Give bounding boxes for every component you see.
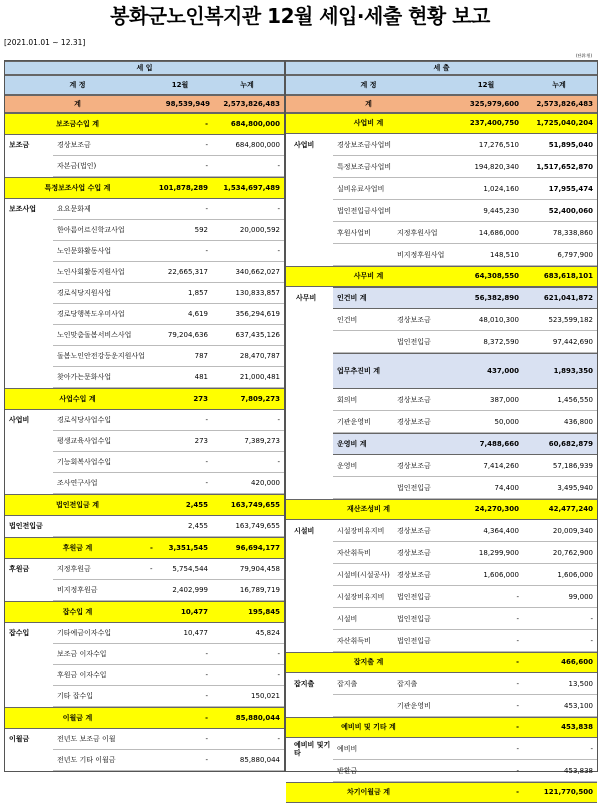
income-item-label: 기타예금이자수입 (57, 629, 112, 637)
expense-category-label: 인건비 계 (337, 294, 367, 302)
income-cum-value: 163,749,655 (235, 522, 280, 530)
expense-cum-value: - (590, 637, 593, 645)
income-negative-sign: - (150, 565, 153, 573)
expense-source-label: 경상보조금 (397, 418, 431, 426)
expense-cum-value: 60,682,879 (548, 440, 593, 448)
expense-cum-value: 57,186,939 (552, 462, 593, 470)
expense-cum-value: 1,456,550 (557, 396, 593, 404)
income-negative-sign: - (150, 544, 153, 552)
income-cum-value: - (277, 458, 280, 466)
income-item-label: 경상보조금 (57, 141, 91, 149)
income-month-value: - (205, 120, 208, 128)
income-item-label: 지정후원금 (57, 565, 91, 573)
income-item-label: 요요문화제 (57, 205, 91, 213)
expense-source-label: 경상보조금 (397, 527, 431, 535)
income-month-value: 22,665,317 (167, 268, 208, 276)
income-item-label: 노인사회활동지원사업 (57, 268, 125, 276)
income-group-label (9, 750, 55, 771)
expense-item-label: 인건비 (337, 316, 358, 324)
expense-cum-value: 3,495,940 (557, 484, 593, 492)
income-item-label: 경로당행복도우미사업 (57, 310, 125, 318)
expense-month-value: 24,270,300 (474, 505, 519, 513)
expense-cum-value: 453,838 (561, 723, 593, 731)
income-item-label: 경로식당사업수입 (57, 416, 112, 424)
income-subtotal-label: 법인전입금 계 (55, 501, 99, 509)
expense-group-label: 예비비 및기타 (294, 741, 331, 757)
income-cum-value: 20,000,592 (239, 226, 280, 234)
expense-month-value: - (516, 593, 519, 601)
income-item-label: 돌봄노인안전강등운지원사업 (57, 352, 145, 360)
income-month-value: 2,455 (185, 501, 208, 509)
income-col-item: 계 정 (69, 81, 86, 89)
expense-cum-value: 1,606,000 (557, 571, 593, 579)
expense-cum-value: 6,797,900 (557, 251, 593, 259)
expense-month-value: 64,308,550 (474, 272, 519, 280)
expense-subtotal-label: 차기이월금 계 (346, 788, 390, 796)
expense-item-label: 자산취득비 (337, 637, 371, 645)
income-group-label: 잡수입 (9, 629, 30, 637)
income-cum-value: 79,904,458 (239, 565, 280, 573)
expense-cum-value: 121,770,500 (543, 788, 593, 796)
income-cum-value: 1,534,697,489 (223, 184, 280, 192)
income-item-label: 기능회복사업수입 (57, 458, 112, 466)
income-item-label: 경로식당지원사업 (57, 289, 112, 297)
income-item-label: 평생교육사업수입 (57, 437, 112, 445)
expense-section-title: 세 출 (433, 64, 450, 72)
income-month-value: 787 (194, 352, 208, 360)
expense-source-label: 지정후원사업 (397, 229, 438, 237)
expense-group-label (294, 222, 334, 244)
expense-month-value: - (516, 680, 519, 688)
expense-source-label: 법인전입금 (397, 615, 431, 623)
income-total-month: 98,539,949 (165, 100, 210, 108)
expense-group-label (296, 353, 336, 389)
income-item-label: 자본금(법인) (57, 162, 97, 170)
income-col-cum: 누계 (240, 81, 254, 89)
expense-month-value: - (516, 658, 519, 666)
expense-group-label: 사무비 (296, 294, 317, 302)
expense-group-label (294, 542, 334, 564)
expense-cum-value: 683,618,101 (543, 272, 593, 280)
expense-cum-value: 78,338,860 (552, 229, 593, 237)
income-item-label: 조사연구사업 (57, 479, 98, 487)
expense-cum-value: 20,009,340 (552, 527, 593, 535)
expense-category-label: 업무추진비 계 (337, 367, 381, 375)
income-cum-value: - (277, 162, 280, 170)
income-cum-value: 21,000,481 (239, 373, 280, 381)
expense-source-label: 경상보조금 (397, 396, 431, 404)
expense-source-label: 비지정후원사업 (397, 251, 445, 259)
income-cum-value: 16,789,719 (239, 586, 280, 594)
expense-item-label: 운영비 (337, 462, 358, 470)
expense-source-label (397, 738, 453, 760)
income-cum-value: 28,470,787 (239, 352, 280, 360)
income-group-label (9, 452, 55, 473)
income-col-month: 12월 (171, 81, 189, 89)
expense-month-value: 1,024,160 (483, 185, 519, 193)
expense-cum-value: 453,838 (564, 767, 593, 775)
income-group-label (9, 156, 55, 177)
income-cum-value: 85,880,044 (235, 714, 280, 722)
income-month-value: 10,477 (180, 608, 208, 616)
income-group-label: 후원금 (9, 565, 30, 573)
income-group-label (9, 665, 55, 686)
income-total-label: 계 (74, 100, 81, 108)
expense-item-label: 예비비 (337, 745, 358, 753)
income-month-value: 79,204,636 (167, 331, 208, 339)
expense-month-value: 237,400,750 (469, 119, 519, 127)
income-group-label (9, 431, 55, 452)
income-month-value: - (205, 714, 208, 722)
expense-source-label: 법인전입금 (397, 484, 431, 492)
expense-cum-value: 17,955,474 (548, 185, 593, 193)
income-cum-value: - (277, 416, 280, 424)
expense-cum-value: 52,400,060 (548, 207, 593, 215)
income-subtotal-label: 보조금수입 계 (55, 120, 99, 128)
income-item-label: 노인맞춤돌봄서비스사업 (57, 331, 132, 339)
expense-month-value: - (516, 615, 519, 623)
income-cum-value: 195,845 (248, 608, 280, 616)
expense-month-value: 194,820,340 (474, 163, 519, 171)
expense-group-label (294, 389, 334, 411)
income-subtotal-label: 특정보조사업 수입 계 (44, 184, 111, 192)
expense-source-label: 경상보조금 (397, 462, 431, 470)
expense-source-label: 경상보조금 (397, 549, 431, 557)
income-month-value: 273 (194, 437, 208, 445)
expense-month-value: 18,299,900 (478, 549, 519, 557)
income-month-value: 101,878,289 (158, 184, 208, 192)
expense-cum-value: - (590, 745, 593, 753)
income-month-value: - (205, 479, 208, 487)
expense-month-value: 56,382,890 (474, 294, 519, 302)
income-group-label (9, 367, 55, 388)
expense-month-value: 48,010,300 (478, 316, 519, 324)
expense-item-label: 시설장비유지비 (337, 527, 385, 535)
income-month-value: 5,754,544 (172, 565, 208, 573)
income-item-label: 전년도 보조금 이월 (57, 735, 116, 743)
income-item-label: 찾아가는문화사업 (57, 373, 112, 381)
expense-item-label: 시설비(시설공사) (337, 571, 390, 579)
expense-item-label: 잡지출 (337, 680, 358, 688)
expense-group-label (294, 411, 334, 433)
expense-item-label: 실비유료사업비 (337, 185, 385, 193)
expense-cum-value: 13,500 (568, 680, 593, 688)
expense-source-label (397, 760, 453, 782)
income-group-label (9, 346, 55, 367)
expense-source-label: 법인전입금 (397, 637, 431, 645)
expense-total-month: 325,979,600 (469, 100, 519, 108)
income-group-label (9, 473, 55, 494)
income-cum-value: - (277, 671, 280, 679)
income-month-value: 1,857 (187, 289, 208, 297)
expense-month-value: 4,364,400 (483, 527, 519, 535)
expense-subtotal-label: 사업비 계 (353, 119, 384, 127)
expense-month-value: 8,372,590 (483, 338, 519, 346)
expense-source-label: 법인전입금 (397, 338, 431, 346)
expense-month-value: - (516, 745, 519, 753)
expense-group-label: 시설비 (294, 527, 315, 535)
expense-month-value: - (516, 767, 519, 775)
expense-group-label (294, 477, 334, 499)
income-month-value: 273 (193, 395, 208, 403)
income-cum-value: 150,021 (251, 692, 280, 700)
income-month-value: - (205, 247, 208, 255)
expense-month-value: 387,000 (490, 396, 519, 404)
expense-month-value: 17,276,510 (478, 141, 519, 149)
expense-item-label: 경상보조금사업비 (337, 141, 392, 149)
expense-group-label (294, 156, 334, 178)
income-group-label: 사업비 (9, 416, 30, 424)
income-cum-value: - (277, 650, 280, 658)
income-cum-value: 130,833,857 (235, 289, 280, 297)
expense-group-label (296, 433, 336, 455)
income-group-label: 보조사업 (9, 205, 37, 213)
expense-source-label: 법인전입금 (397, 593, 431, 601)
income-group-label (9, 304, 55, 325)
expense-item-label: 후원사업비 (337, 229, 371, 237)
expense-cum-value: 1,725,040,204 (536, 119, 593, 127)
expense-month-value: 50,000 (494, 418, 519, 426)
expense-source-label (397, 200, 453, 222)
income-cum-value: - (277, 735, 280, 743)
expense-cum-value: 436,800 (564, 418, 593, 426)
expense-col-month: 12월 (477, 81, 495, 89)
income-month-value: - (205, 650, 208, 658)
income-total-cum: 2,573,826,483 (223, 100, 280, 108)
expense-month-value: - (516, 637, 519, 645)
expense-subtotal-label: 사무비 계 (353, 272, 384, 280)
income-month-value: - (205, 671, 208, 679)
income-cum-value: 637,435,126 (235, 331, 280, 339)
income-month-value: 481 (194, 373, 208, 381)
expense-col-cum: 누계 (552, 81, 566, 89)
expense-item-label: 반환금 (337, 767, 358, 775)
income-cum-value: - (277, 247, 280, 255)
income-group-label: 보조금 (9, 141, 30, 149)
report-period: [2021.01.01 ~ 12.31] (4, 38, 86, 47)
expense-subtotal-label: 재산조성비 계 (346, 505, 390, 513)
expense-group-label: 잡지출 (294, 680, 315, 688)
income-item-label: 비지정후원금 (57, 586, 98, 594)
expense-cum-value: 97,442,690 (552, 338, 593, 346)
income-cum-value: 684,800,000 (230, 120, 280, 128)
expense-item-label: 회의비 (337, 396, 358, 404)
expense-category-label: 운영비 계 (337, 440, 367, 448)
income-cum-value: 96,694,177 (235, 544, 280, 552)
expense-group-label: 사업비 (294, 141, 315, 149)
expense-group-label (294, 309, 334, 331)
income-subtotal-label: 사업수입 계 (59, 395, 96, 403)
income-month-value: - (205, 205, 208, 213)
income-group-label (9, 580, 55, 601)
expense-month-value: 7,488,660 (479, 440, 519, 448)
expense-group-label (294, 178, 334, 200)
income-month-value: - (205, 416, 208, 424)
expense-total-label: 계 (365, 100, 372, 108)
expense-cum-value: - (590, 615, 593, 623)
income-group-label (9, 686, 55, 707)
income-month-value: - (205, 692, 208, 700)
expense-source-label (397, 134, 453, 156)
expense-subtotal-label: 잡지출 계 (353, 658, 384, 666)
income-item-label: 전년도 기타 이월금 (57, 756, 116, 764)
income-item-label: 노인문화활동사업 (57, 247, 112, 255)
income-month-value: - (205, 735, 208, 743)
expense-month-value: 74,400 (494, 484, 519, 492)
expense-item-label: 자산취득비 (337, 549, 371, 557)
expense-cum-value: 466,600 (561, 658, 593, 666)
income-month-value: 10,477 (183, 629, 208, 637)
income-subtotal-label: 후원금 계 (62, 544, 93, 552)
income-cum-value: 684,800,000 (235, 141, 280, 149)
expense-cum-value: 453,100 (564, 702, 593, 710)
income-cum-value: 7,809,273 (240, 395, 280, 403)
expense-month-value: - (516, 788, 519, 796)
income-month-value: 2,455 (187, 522, 208, 530)
income-group-label (9, 325, 55, 346)
budget-sheet (4, 60, 598, 796)
expense-month-value: 1,606,000 (483, 571, 519, 579)
expense-group-label (294, 200, 334, 222)
income-month-value: - (205, 458, 208, 466)
currency-unit: (단위:원) (575, 53, 592, 58)
expense-month-value: 148,510 (490, 251, 519, 259)
income-group-label (9, 644, 55, 665)
expense-group-label (294, 695, 334, 717)
expense-item-label: 기관운영비 (337, 418, 371, 426)
expense-item-label: 시설비 (337, 615, 358, 623)
expense-source-label (397, 156, 453, 178)
income-cum-value: 45,824 (255, 629, 280, 637)
expense-month-value: 14,686,000 (478, 229, 519, 237)
expense-source-label: 기관운영비 (397, 702, 431, 710)
expense-item-label: 법인전입금사업비 (337, 207, 392, 215)
income-group-label (9, 241, 55, 262)
expense-month-value: 7,414,260 (483, 462, 519, 470)
expense-month-value: - (516, 723, 519, 731)
income-group-label (9, 220, 55, 241)
expense-month-value: - (516, 702, 519, 710)
expense-total-cum: 2,573,826,483 (536, 100, 593, 108)
expense-source-label: 경상보조금 (397, 571, 431, 579)
income-subtotal-label: 잡수입 계 (62, 608, 93, 616)
expense-source-label: 경상보조금 (397, 316, 431, 324)
income-cum-value: 85,880,044 (239, 756, 280, 764)
income-month-value: - (205, 141, 208, 149)
income-month-value: 3,351,545 (168, 544, 208, 552)
income-month-value: 4,619 (187, 310, 208, 318)
expense-group-label (294, 608, 334, 630)
income-month-value: 2,402,999 (172, 586, 208, 594)
income-month-value: 592 (194, 226, 208, 234)
expense-group-label (294, 630, 334, 652)
income-group-label (9, 283, 55, 304)
expense-source-label (397, 178, 453, 200)
expense-month-value: 437,000 (487, 367, 519, 375)
income-item-label (57, 516, 152, 537)
income-cum-value: 356,294,619 (235, 310, 280, 318)
report-title: 봉화군노인복지관 12월 세입·세출 현황 보고 (110, 4, 490, 28)
expense-group-label (294, 244, 334, 266)
income-section-title: 세 입 (136, 64, 153, 72)
expense-cum-value: 1,893,350 (553, 367, 593, 375)
income-group-label: 이월금 (9, 735, 30, 743)
expense-subtotal-label: 예비비 및 기타 계 (341, 723, 396, 731)
expense-source-label: 잡지출 (397, 680, 418, 688)
income-item-label: 한아름어르신학교사업 (57, 226, 125, 234)
income-subtotal-label: 이월금 계 (62, 714, 93, 722)
expense-group-label (294, 455, 334, 477)
income-cum-value: 7,389,273 (244, 437, 280, 445)
income-cum-value: 420,000 (251, 479, 280, 487)
expense-cum-value: 99,000 (568, 593, 593, 601)
expense-group-label (294, 564, 334, 586)
income-cum-value: 163,749,655 (230, 501, 280, 509)
expense-group-label (294, 586, 334, 608)
expense-cum-value: 621,041,872 (543, 294, 593, 302)
income-cum-value: - (277, 205, 280, 213)
income-item-label: 후원금 이자수입 (57, 671, 107, 679)
income-item-label: 보조금 이자수입 (57, 650, 107, 658)
income-month-value: - (205, 162, 208, 170)
expense-item-label: 시설장비유지비 (337, 593, 385, 601)
expense-cum-value: 20,762,900 (552, 549, 593, 557)
expense-group-label (294, 760, 334, 782)
expense-item-label: 특정보조금사업비 (337, 163, 392, 171)
income-group-label: 법인전입금 (9, 522, 43, 530)
expense-group-label (294, 331, 334, 353)
expense-col-item: 계 정 (360, 81, 377, 89)
expense-cum-value: 42,477,240 (548, 505, 593, 513)
income-group-label (9, 262, 55, 283)
expense-cum-value: 1,517,652,870 (536, 163, 593, 171)
expense-cum-value: 51,895,040 (548, 141, 593, 149)
income-month-value: - (205, 756, 208, 764)
income-item-label: 기타 잡수입 (57, 692, 94, 700)
income-cum-value: 340,662,027 (235, 268, 280, 276)
expense-cum-value: 523,599,182 (548, 316, 593, 324)
expense-month-value: 9,445,230 (483, 207, 519, 215)
